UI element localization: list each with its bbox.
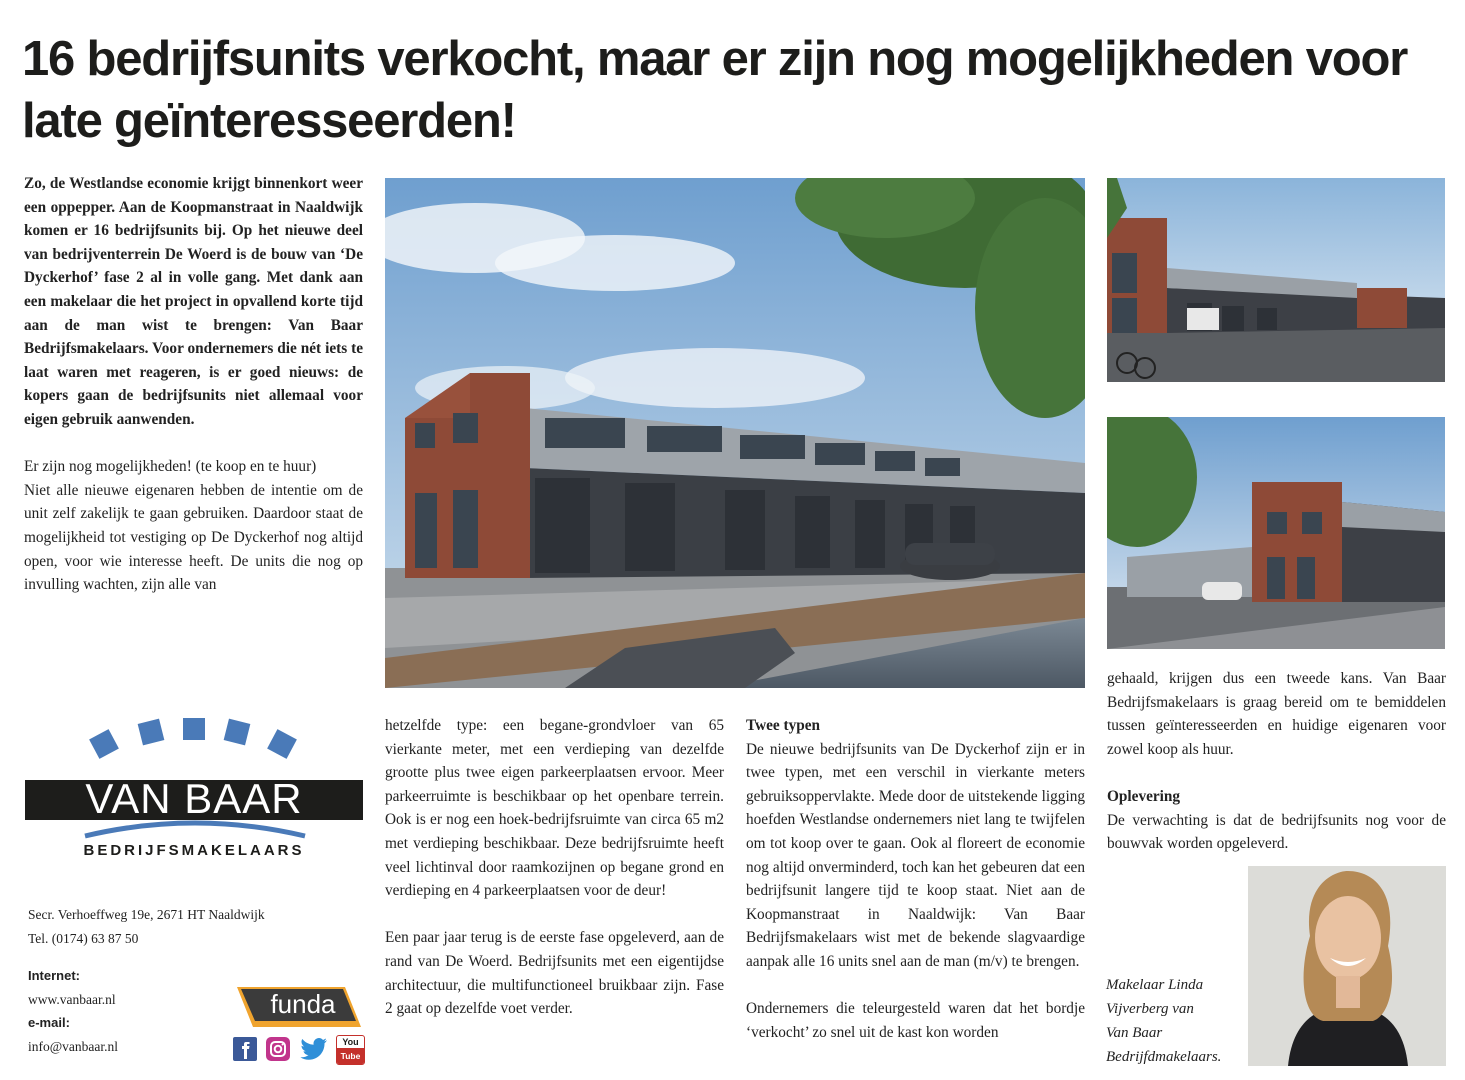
column-1 — [24, 172, 363, 597]
column-4 — [1107, 667, 1446, 856]
subheading-twee-typen: Twee typen — [746, 717, 821, 734]
lead-paragraph: Zo, de Westlandse economie krijgt binnenkort weer een oppepper. Aan de Koopmanstraat in Naaldwijk komen er 16 bedrijfsunits bij. Op het nieuwe deel van bedrijventerrein De Woerd is de bouw van ‘De Dyckerhof’ fase 2 al in volle gang. Met dank aan een makelaar die het project in opvallend korte tijd aan de man wist te brengen: Van Baar Bedrijfsmakelaars. Voor ondernemers die nét iets te laat waren met reageren, is er goed nieuws: de kopers gaan de bedrijfsunits niet allemaal voor eigen gebruik aanwenden. — [24, 175, 363, 428]
address: Secr. Verhoeffweg 19e, 2671 HT Naaldwijk — [28, 907, 265, 922]
main-building-image — [385, 178, 1085, 688]
van-baar-logo — [25, 718, 363, 878]
side-image-bottom — [1107, 417, 1445, 649]
twitter-icon[interactable] — [299, 1037, 329, 1061]
phone: Tel. (0174) 63 87 50 — [28, 930, 139, 946]
email-link[interactable]: info@vanbaar.nl — [28, 1038, 119, 1054]
logo-name: VAN BAAR — [85, 775, 303, 822]
youtube-icon[interactable] — [336, 1035, 365, 1065]
col2-paragraph-2: Een paar jaar terug is de eerste fase opgeleverd, aan de rand van De Woerd. Bedrijfsunits met een eigentijdse architectuur, die multifunctioneel bruikbaar zijn. Fase 2 gaat op dezelfde voet verder. — [385, 929, 724, 1018]
col4-paragraph-1: gehaald, krijgen dus een tweede kans. Van Baar Bedrijfsmakelaars is graag bereid om te bemiddelen tussen geïnteresseerden en huidige eigenaren voor zowel koop als huur. — [1107, 670, 1446, 758]
col2-paragraph-1: hetzelfde type: een begane-grondvloer van 65 vierkante meter, met een verdieping van dezelfde grootte plus twee eigen parkeerplaatsen ervoor. Meer parkeerruimte is beschikbaar op het openbare terrein. Ook is er nog een hoek-bedrijfsruimte van circa 65 m2 met verdieping beschikbaar. Deze bedrijfsruimte heeft veel lichtinval door raamkozijnen op begane grond en verdieping en 4 parkeerplaatsen voor de deur! — [385, 717, 724, 900]
email-label: e-mail: — [28, 1015, 70, 1030]
col4-paragraph-2: De verwachting is dat de bedrijfsunits nog voor de bouwvak worden opgeleverd. — [1107, 811, 1446, 853]
col1-subline: Er zijn nog mogelijkheden! (te koop en te huur) — [24, 458, 317, 476]
column-3 — [746, 714, 1085, 1044]
funda-label: funda — [270, 989, 336, 1019]
col1-body: Niet alle nieuwe eigenaren hebben de intentie om de unit zelf zakelijk te gaan gebruiken. Daardoor staat de mogelijkheid tot vestiging op De Dyckerhof nog altijd open, voor wie interesse heeft. De units die nog op invulling wachten, zijn alle van — [24, 481, 363, 594]
headline: 16 bedrijfsunits verkocht, maar er zijn nog mogelijkheden voor late geïnteresseerden! — [22, 32, 1408, 148]
caption-line: Bedrijfdmakelaars. — [1106, 1049, 1222, 1065]
col3-paragraph-2: Ondernemers die teleurgesteld waren dat het bordje ‘verkocht’ zo snel uit de kast kon worden — [746, 1000, 1085, 1041]
instagram-icon[interactable] — [266, 1037, 290, 1061]
side-image-top — [1107, 178, 1445, 382]
facebook-icon[interactable] — [233, 1037, 257, 1061]
column-2 — [385, 714, 724, 1021]
portrait-photo — [1248, 866, 1446, 1066]
photo-caption — [1106, 973, 1246, 1069]
funda-logo[interactable] — [233, 983, 363, 1031]
caption-line: Vijverberg van — [1106, 1001, 1194, 1017]
col3-paragraph-1: De nieuwe bedrijfsunits van De Dyckerhof zijn er in twee typen, met een verschil in vierkante meters gebruiksoppervlakte. Mede door de uitstekende ligging hoefden Westlandse ondernemers niet lang te twijfelen om tot koop over te gaan. Ook al floreert de economie nog altijd onverminderd, toch kan het gebeuren dat een bedrijfsunit langere tijd te koop staat. Niet aan de Koopmanstraat in Naaldwijk: Van Baar Bedrijfsmakelaars wist met de bekende slagvaardige aanpak alle 16 units snel aan de man (m/v) te brengen. — [746, 740, 1085, 970]
logo-tagline: BEDRIJFSMAKELAARS — [83, 842, 305, 859]
subheading-oplevering: Oplevering — [1107, 787, 1181, 805]
website-link[interactable]: www.vanbaar.nl — [28, 991, 116, 1007]
internet-label: Internet: — [28, 968, 80, 983]
caption-line: Makelaar Linda — [1106, 977, 1204, 993]
youtube-you: You — [342, 1037, 359, 1047]
contact-block — [28, 903, 288, 1058]
youtube-tube: Tube — [337, 1048, 364, 1064]
caption-line: Van Baar — [1106, 1025, 1163, 1041]
